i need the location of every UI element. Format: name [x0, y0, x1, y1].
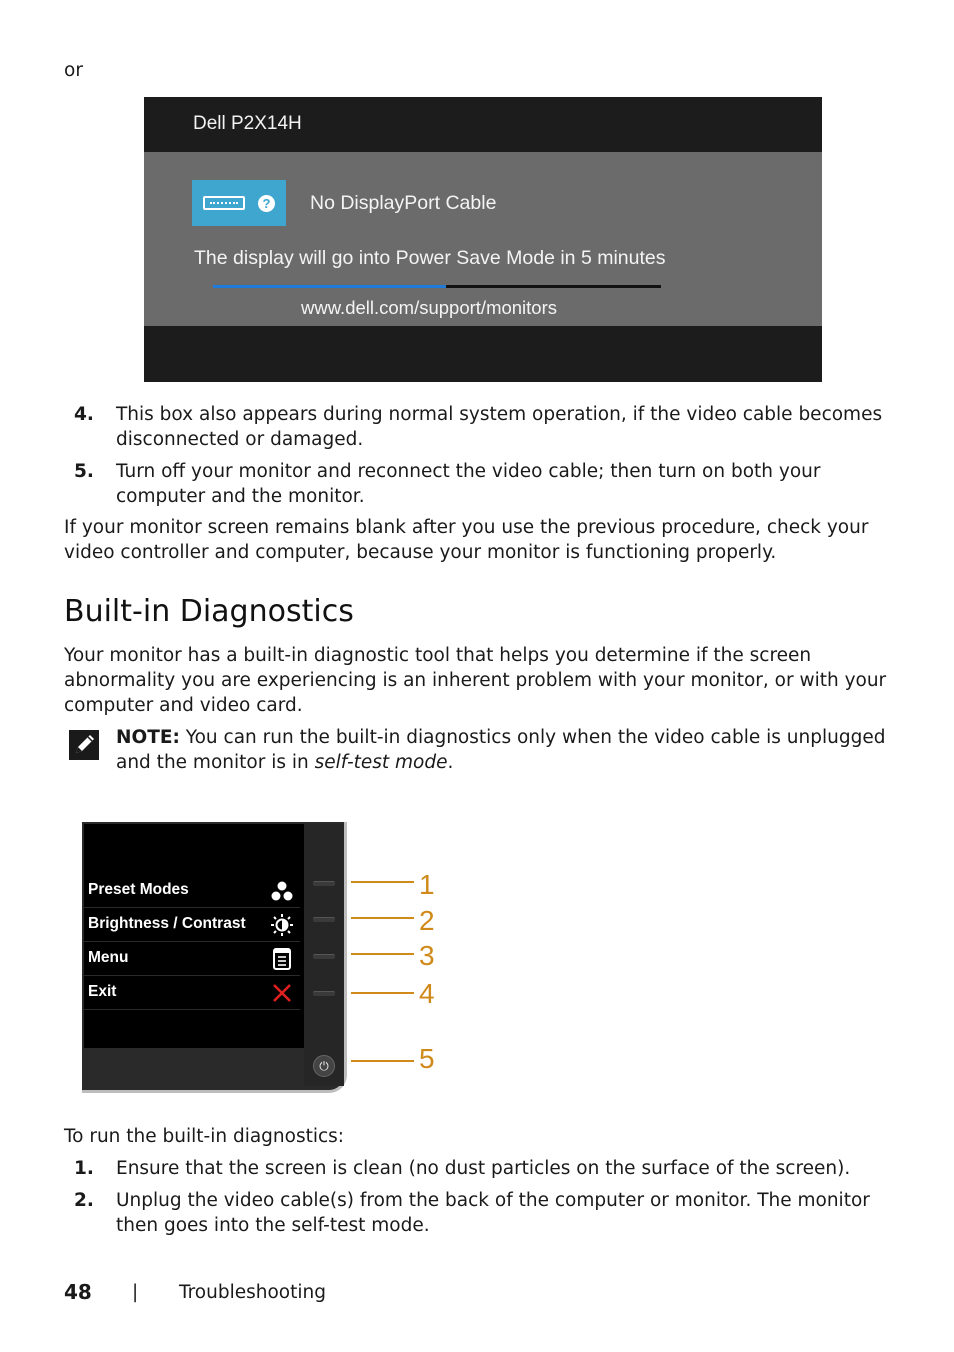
step-number: 4.	[74, 404, 94, 425]
menu-row-menu: Menu	[84, 942, 300, 976]
displayport-icon	[192, 180, 286, 226]
callout-line-2	[351, 917, 414, 919]
brightness-icon	[270, 913, 294, 937]
power-button-icon: ⏻	[313, 1055, 335, 1077]
monitor-button-4	[313, 991, 335, 996]
list-item: Ensure that the screen is clean (no dust particles on the surface of the screen).	[116, 1158, 851, 1179]
step-number: 2.	[74, 1190, 94, 1211]
osd-no-displayport-dialog	[144, 97, 822, 382]
preset-modes-icon	[270, 879, 294, 903]
monitor-button-1	[313, 881, 335, 886]
list-item: Unplug the video cable(s) from the back of the computer or monitor. The monitor then goes into the self-test mode.	[116, 1190, 870, 1236]
menu-row-brightness-contrast: Brightness / Contrast	[84, 908, 300, 942]
callout-number-3: 3	[419, 940, 435, 971]
paragraph-blank-screen: If your monitor screen remains blank after you use the previous procedure, check your video controller and computer, because your monitor is functioning properly.	[64, 517, 869, 563]
paragraph-diagnostics: Your monitor has a built-in diagnostic tool that helps you determine if the screen abnormality you are experiencing is an inherent problem with your monitor, or with your computer and video card.	[64, 645, 887, 716]
list-item: This box also appears during normal system operation, if the video cable becomes disconnected or damaged.	[116, 404, 883, 450]
monitor-button-3	[313, 954, 335, 959]
osd-power-message: The display will go into Power Save Mode in 5 minutes	[194, 247, 666, 269]
note-text: NOTE: You can run the built-in diagnostics only when the video cable is unplugged and the monitor is in self-test mode.	[116, 727, 886, 773]
callout-number-4: 4	[419, 978, 435, 1009]
monitor-button-2	[313, 917, 335, 922]
run-intro-text: To run the built-in diagnostics:	[64, 1126, 345, 1147]
osd-title: Dell P2X14H	[193, 113, 302, 134]
monitor-screen	[84, 824, 304, 1048]
osd-url: www.dell.com/support/monitors	[301, 297, 558, 318]
step-number: 1.	[74, 1158, 94, 1179]
footer-separator: |	[132, 1282, 139, 1303]
page-footer	[64, 1280, 326, 1306]
osd-panel	[144, 152, 822, 326]
step-number: 5.	[74, 461, 94, 482]
osd-progress-bar	[213, 285, 661, 288]
callout-number-1: 1	[419, 869, 435, 900]
footer-section: Troubleshooting	[179, 1282, 326, 1303]
osd-progress-fill	[213, 285, 446, 288]
menu-row-exit: Exit	[84, 976, 300, 1010]
exit-icon	[270, 981, 294, 1005]
list-item: Turn off your monitor and reconnect the video cable; then turn on both your computer and the monitor.	[116, 461, 821, 507]
callout-line-4	[351, 992, 414, 994]
help-icon: ?	[258, 195, 275, 212]
callout-line-1	[351, 881, 414, 883]
menu-row-preset-modes: Preset Modes	[84, 874, 300, 908]
menu-icon	[270, 947, 294, 971]
osd-message: No DisplayPort Cable	[310, 192, 497, 214]
callout-number-2: 2	[419, 905, 435, 936]
callout-line-3	[351, 953, 414, 955]
note-pencil-icon	[68, 729, 100, 761]
page-number: 48	[64, 1280, 92, 1304]
callout-number-5: 5	[419, 1043, 435, 1074]
monitor-button-column	[304, 824, 344, 1086]
callout-line-5	[351, 1060, 414, 1062]
monitor-front-panel-figure	[82, 822, 352, 1092]
section-title: Built-in Diagnostics	[64, 594, 354, 629]
or-text: or	[64, 60, 83, 81]
